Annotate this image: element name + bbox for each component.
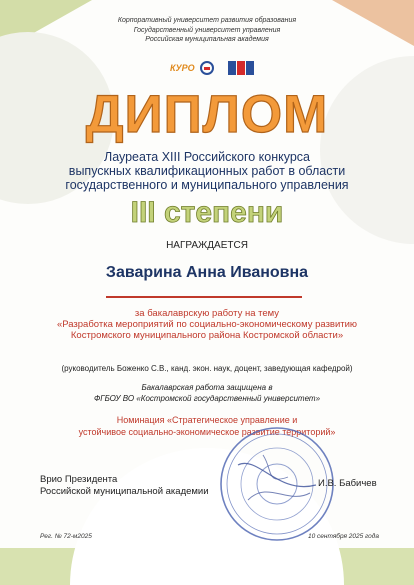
laureate-line: Лауреата XIII Российского конкурса (103, 150, 310, 164)
name-underline (106, 296, 302, 298)
nomination-info (0, 415, 414, 438)
defense-info (0, 383, 414, 404)
work-line: Костромского муниципального района Костромской области» (70, 330, 344, 341)
diploma-title: ДИПЛОМ (85, 85, 329, 144)
degree-label: III степени (130, 196, 284, 229)
nomination-line: устойчивое социально-экономическое развитие территорий» (78, 426, 336, 437)
president-title (40, 474, 209, 497)
partner-logos (170, 61, 260, 79)
academy-logo-icon (228, 61, 254, 75)
defense-line: ФГБОУ ВО «Костромской государственный университет» (93, 393, 321, 403)
nomination-line: Номинация «Стратегическое управление и (116, 415, 298, 425)
awarded-label: НАГРАЖДАЕТСЯ (166, 240, 248, 251)
organizations-header (0, 16, 414, 45)
supervisor-info: (руководитель Боженко С.В., канд. экон. наук, доцент, заведующая кафедрой) (61, 364, 353, 373)
defense-line: Бакалаврская работа защищена в (141, 383, 273, 392)
signer-name: И.В. Бабичев (318, 478, 377, 489)
issue-date: 10 сентября 2025 года (308, 533, 379, 540)
work-line: «Разработка мероприятий по социально-экономическому развитию (56, 319, 358, 330)
org-line: Российская муниципальная академия (145, 36, 269, 43)
laureate-line: государственного и муниципального управления (65, 178, 349, 192)
org-line: Государственный университет управления (133, 26, 281, 34)
work-line: за бакалаврскую работу на тему (134, 308, 280, 319)
recipient-name: Заварина Анна Ивановна (105, 264, 309, 281)
work-description (0, 308, 414, 341)
position-line: Российской муниципальной академии (40, 485, 209, 497)
laureate-heading (0, 150, 414, 192)
university-logo-icon (200, 61, 214, 75)
laureate-line: выпускных квалификационных работ в области (68, 164, 346, 178)
kuro-logo: КУРО (170, 63, 195, 73)
position-line: Врио Президента (40, 474, 118, 485)
org-line: Корпоративный университет развития образования (117, 17, 297, 24)
registration-number: Рег. № 72-м2025 (40, 533, 92, 540)
